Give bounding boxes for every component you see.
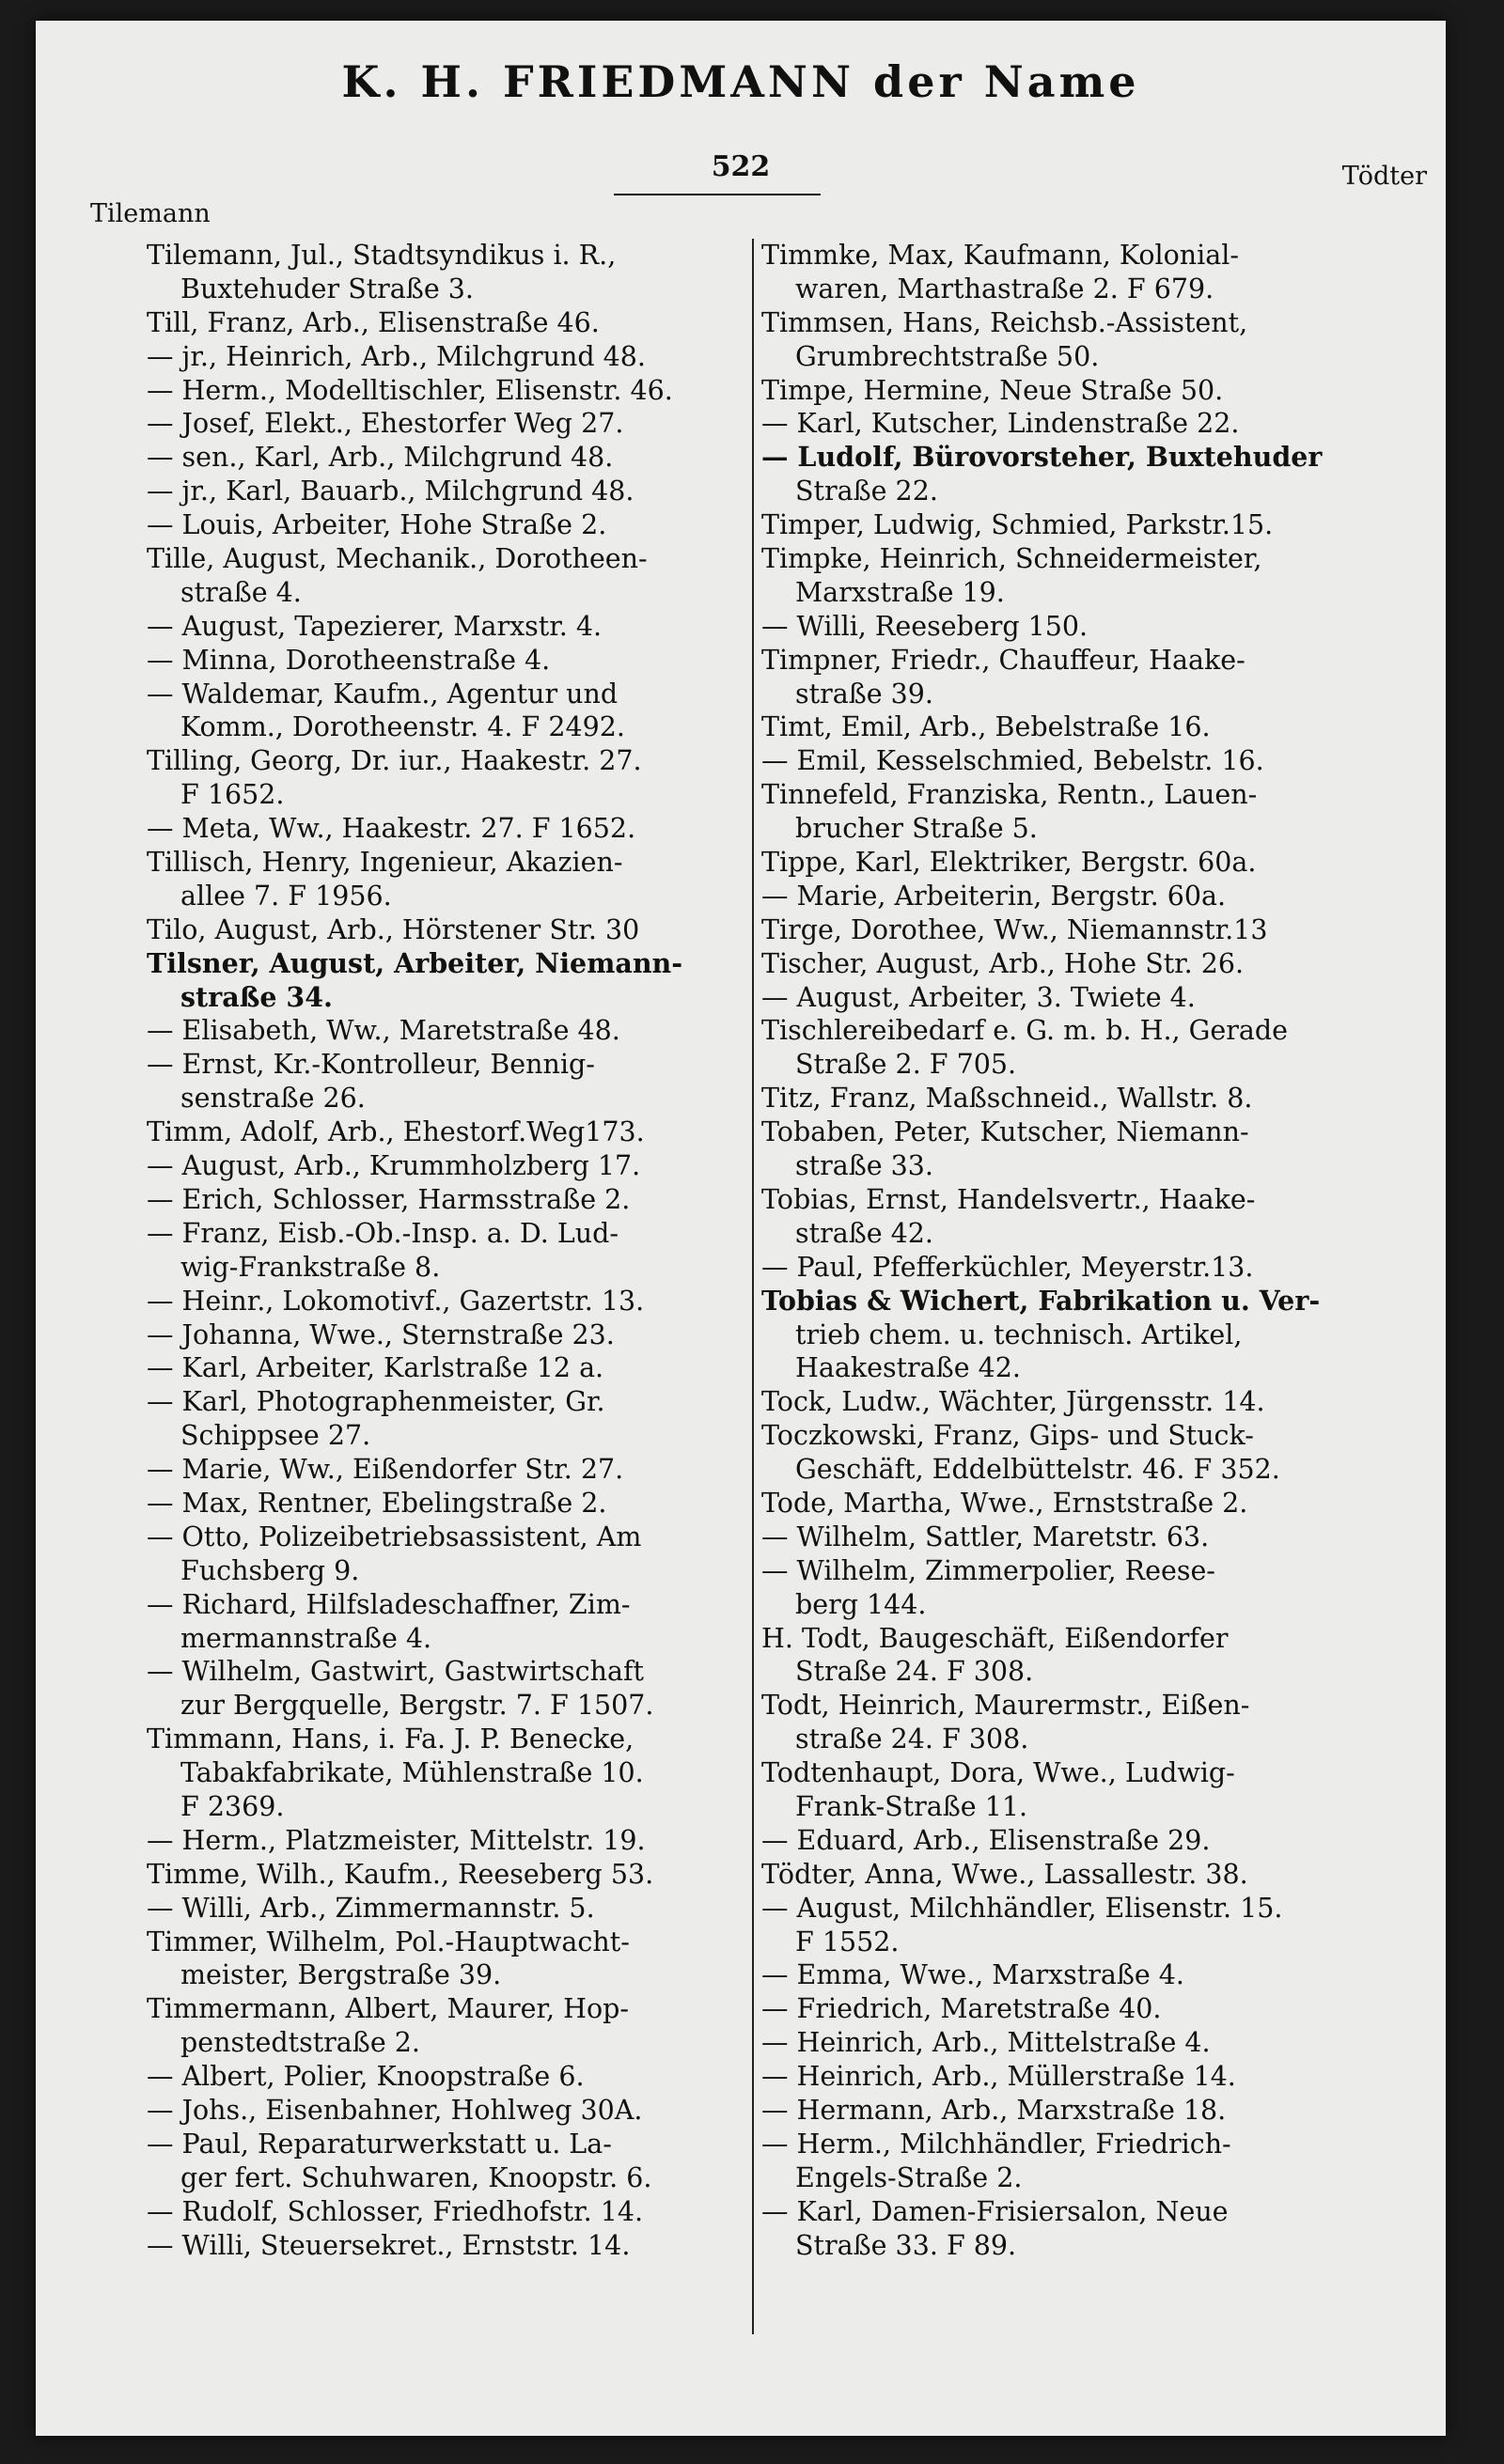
directory-entry-line: — Willi, Arb., Zimmermannstr. 5. [147, 1892, 595, 1924]
directory-entry-line: Titz, Franz, Maßschneid., Wallstr. 8. [761, 1083, 1253, 1115]
directory-entry-line: — Heinrich, Arb., Mittelstraße 4. [761, 2027, 1211, 2059]
directory-entry-line: Timpner, Friedr., Chauffeur, Haake- [761, 644, 1246, 676]
directory-entry-line: — August, Milchhändler, Elisenstr. 15. [761, 1892, 1283, 1924]
directory-page [36, 21, 1446, 2436]
directory-entry-line: Tabakfabrikate, Mühlenstraße 10. [180, 1757, 644, 1789]
directory-entry-line: — Emil, Kesselschmied, Bebelstr. 16. [761, 745, 1264, 777]
header-rule [614, 194, 821, 195]
directory-entry-line: Timpe, Hermine, Neue Straße 50. [761, 374, 1224, 406]
directory-entry-line: — Hermann, Arb., Marxstraße 18. [761, 2094, 1227, 2126]
directory-entry-line: straße 34. [180, 980, 333, 1013]
directory-entry-line: — Waldemar, Kaufm., Agentur und [147, 678, 619, 710]
directory-entry-line: Timmke, Max, Kaufmann, Kolonial- [761, 240, 1239, 271]
directory-entry-line: Marxstraße 19. [795, 576, 1005, 608]
directory-entry-line: meister, Bergstraße 39. [180, 1959, 502, 1991]
directory-entry-line: Timt, Emil, Arb., Bebelstraße 16. [761, 711, 1211, 743]
directory-entry-line: — Friedrich, Maretstraße 40. [761, 1993, 1162, 2025]
directory-entry-line: Straße 22. [795, 476, 938, 507]
directory-entry-line: F 1552. [795, 1926, 900, 1957]
directory-entry-line: senstraße 26. [180, 1083, 366, 1115]
directory-entry-line: Tobaben, Peter, Kutscher, Niemann- [761, 1116, 1249, 1148]
directory-entry-line: Todt, Heinrich, Maurermstr., Eißen- [761, 1690, 1250, 1722]
directory-entry-line: — Marie, Arbeiterin, Bergstr. 60a. [761, 880, 1227, 912]
directory-entry-line: — Paul, Reparaturwerkstatt u. La- [147, 2128, 612, 2160]
directory-entry-line: — sen., Karl, Arb., Milchgrund 48. [147, 442, 614, 474]
directory-entry-line: — Eduard, Arb., Elisenstraße 29. [761, 1824, 1211, 1856]
directory-entry-line: — August, Arbeiter, 3. Twiete 4. [761, 981, 1196, 1013]
directory-entry-line: Tischlereibedarf e. G. m. b. H., Gerade [761, 1015, 1288, 1047]
directory-entry-line: Tock, Ludw., Wächter, Jürgensstr. 14. [761, 1386, 1265, 1418]
directory-entry-line: straße 4. [180, 576, 302, 608]
directory-entry-line: — Rudolf, Schlosser, Friedhofstr. 14. [147, 2195, 644, 2227]
directory-entry-line: Grumbrechtstraße 50. [795, 340, 1100, 372]
directory-entry-line: zur Bergquelle, Bergstr. 7. F 1507. [180, 1690, 654, 1722]
directory-entry-line: Tobias, Ernst, Handelsvertr., Haake- [761, 1183, 1256, 1215]
directory-entry-line: Timper, Ludwig, Schmied, Parkstr.15. [761, 509, 1274, 541]
directory-entry-line: Timmann, Hans, i. Fa. J. P. Benecke, [147, 1723, 634, 1755]
directory-entry-line: Geschäft, Eddelbüttelstr. 46. F 352. [795, 1454, 1280, 1486]
directory-entry-line: Straße 24. F 308. [795, 1656, 1034, 1688]
running-header [36, 150, 1446, 228]
directory-entry-line: Timme, Wilh., Kaufm., Reeseberg 53. [147, 1858, 654, 1890]
directory-entry-line: Straße 33. F 89. [795, 2229, 1017, 2261]
directory-entry-line: Toczkowski, Franz, Gips- und Stuck- [761, 1420, 1254, 1452]
directory-entry-line: — Heinr., Lokomotivf., Gazertstr. 13. [147, 1285, 645, 1317]
directory-entry-line: straße 42. [795, 1217, 933, 1249]
directory-entry-line: Frank-Straße 11. [795, 1790, 1028, 1822]
directory-entry-line: — Herm., Modelltischler, Elisenstr. 46. [147, 374, 673, 406]
directory-entry-line: — Emma, Wwe., Marxstraße 4. [761, 1959, 1184, 1991]
directory-entry-line: Todtenhaupt, Dora, Wwe., Ludwig- [761, 1757, 1235, 1789]
directory-entry-line: Tilsner, August, Arbeiter, Niemann- [147, 946, 683, 979]
directory-entry-line: — Richard, Hilfsladeschaffner, Zim- [147, 1588, 631, 1620]
directory-entry-line: Timm, Adolf, Arb., Ehestorf.Weg173. [147, 1116, 645, 1148]
directory-entry-line: — Paul, Pfefferküchler, Meyerstr.13. [761, 1251, 1254, 1283]
directory-entry-line: — Willi, Reeseberg 150. [761, 610, 1089, 642]
directory-entry-line: — August, Tapezierer, Marxstr. 4. [147, 610, 603, 642]
directory-entry-line: straße 39. [795, 678, 933, 710]
directory-entry-line: — August, Arb., Krummholzberg 17. [147, 1150, 641, 1182]
directory-entry-line: Timpke, Heinrich, Schneidermeister, [761, 543, 1262, 575]
directory-entry-line: Tirge, Dorothee, Ww., Niemannstr.13 [761, 913, 1268, 945]
directory-entry-line: Tillisch, Henry, Ingenieur, Akazien- [147, 847, 623, 879]
directory-entry-line: wig-Frankstraße 8. [180, 1251, 441, 1283]
directory-entry-line: — Albert, Polier, Knoopstraße 6. [147, 2061, 585, 2093]
directory-entry-line: Till, Franz, Arb., Elisenstraße 46. [147, 306, 600, 338]
directory-entry-line: Straße 2. F 705. [795, 1049, 1017, 1081]
directory-entry-line: — jr., Karl, Bauarb., Milchgrund 48. [147, 476, 634, 507]
directory-entry-line: — Elisabeth, Ww., Maretstraße 48. [147, 1015, 620, 1047]
directory-entry-line: Tode, Martha, Wwe., Ernststraße 2. [761, 1487, 1248, 1519]
directory-entry-line: — Herm., Platzmeister, Mittelstr. 19. [147, 1824, 646, 1856]
left-column [147, 239, 748, 2262]
directory-entry-line: — Karl, Arbeiter, Karlstraße 12 a. [147, 1352, 604, 1384]
directory-entry-line: — Marie, Ww., Eißendorfer Str. 27. [147, 1454, 624, 1486]
directory-entry-line: — Willi, Steuersekret., Ernststr. 14. [147, 2229, 631, 2261]
directory-entry-line: Tödter, Anna, Wwe., Lassallestr. 38. [761, 1858, 1248, 1890]
directory-entry-line: — Karl, Damen-Frisiersalon, Neue [761, 2195, 1229, 2227]
page-banner: K. H. FRIEDMANN der Name [341, 56, 1140, 107]
directory-entry-line: Tilemann, Jul., Stadtsyndikus i. R., [147, 240, 617, 271]
directory-entry-line: — Herm., Milchhändler, Friedrich- [761, 2128, 1231, 2160]
directory-entry-line: penstedtstraße 2. [180, 2027, 420, 2059]
directory-entry-line: trieb chem. u. technisch. Artikel, [795, 1318, 1243, 1350]
directory-entry-line: — Josef, Elekt., Ehestorfer Weg 27. [147, 408, 624, 440]
directory-entry-line: — Franz, Eisb.-Ob.-Insp. a. D. Lud- [147, 1217, 619, 1249]
directory-entry-line: — Wilhelm, Sattler, Maretstr. 63. [761, 1521, 1210, 1552]
directory-entry-line: ger fert. Schuhwaren, Knoopstr. 6. [180, 2161, 652, 2193]
catchword-left: Tilemann [90, 199, 211, 228]
directory-entry-line: allee 7. F 1956. [180, 880, 392, 912]
directory-entry-line: — Minna, Dorotheenstraße 4. [147, 644, 551, 676]
catchword-right: Tödter [1341, 162, 1427, 191]
directory-entry-line: F 1652. [180, 779, 285, 811]
directory-entry-line: Tinnefeld, Franziska, Rentn., Lauen- [761, 779, 1258, 811]
directory-entry-line: Timmermann, Albert, Maurer, Hop- [147, 1993, 630, 2025]
directory-entry-line: straße 24. F 308. [795, 1723, 1029, 1755]
directory-entry-line: — Heinrich, Arb., Müllerstraße 14. [761, 2061, 1236, 2093]
directory-entry-line: — Max, Rentner, Ebelingstraße 2. [147, 1487, 607, 1519]
directory-entry-line: — Ernst, Kr.-Kontrolleur, Bennig- [147, 1049, 595, 1081]
page-number: 522 [711, 150, 771, 183]
directory-entry-line: Timmsen, Hans, Reichsb.-Assistent, [761, 306, 1248, 338]
directory-entry-line: Schippsee 27. [180, 1420, 371, 1452]
directory-entry-line: — Meta, Ww., Haakestr. 27. F 1652. [147, 813, 636, 845]
directory-entry-line: Tilling, Georg, Dr. iur., Haakestr. 27. [147, 745, 642, 777]
directory-entry-line: straße 33. [795, 1150, 933, 1182]
right-column [761, 239, 1429, 2262]
directory-entry-line: — Wilhelm, Gastwirt, Gastwirtschaft [147, 1656, 644, 1688]
directory-entry-line: berg 144. [795, 1588, 927, 1620]
directory-entry-line: Komm., Dorotheenstr. 4. F 2492. [180, 711, 625, 743]
column-divider [752, 239, 754, 2334]
directory-entry-line: — Louis, Arbeiter, Hohe Straße 2. [147, 509, 607, 541]
directory-entry-line: Tobias & Wichert, Fabrikation u. Ver- [761, 1284, 1321, 1317]
directory-entry-line: mermannstraße 4. [180, 1622, 432, 1654]
directory-entry-line: F 2369. [180, 1790, 285, 1822]
directory-entry-line: — Karl, Photographenmeister, Gr. [147, 1386, 605, 1418]
directory-entry-line: Tille, August, Mechanik., Dorotheen- [147, 543, 648, 575]
directory-entry-line: Tilo, August, Arb., Hörstener Str. 30 [147, 913, 640, 945]
directory-entry-line: Engels-Straße 2. [795, 2161, 1023, 2193]
directory-entry-line: — Ludolf, Bürovorsteher, Buxtehuder [761, 441, 1323, 474]
directory-entry-line: — Otto, Polizeibetriebsassistent, Am [147, 1521, 642, 1552]
directory-entry-line: — Erich, Schlosser, Harmsstraße 2. [147, 1183, 631, 1215]
directory-entry-line: Buxtehuder Straße 3. [180, 273, 474, 304]
directory-entry-line: Fuchsberg 9. [180, 1554, 360, 1586]
directory-entry-line: — Johs., Eisenbahner, Hohlweg 30A. [147, 2094, 643, 2126]
directory-entry-line: waren, Marthastraße 2. F 679. [795, 273, 1214, 304]
directory-entry-line: Timmer, Wilhelm, Pol.-Hauptwacht- [147, 1926, 630, 1957]
directory-entry-line: — Wilhelm, Zimmerpolier, Reese- [761, 1554, 1215, 1586]
directory-entry-line: H. Todt, Baugeschäft, Eißendorfer [761, 1622, 1229, 1654]
directory-entry-line: — jr., Heinrich, Arb., Milchgrund 48. [147, 340, 646, 372]
directory-entry-line: Tippe, Karl, Elektriker, Bergstr. 60a. [761, 847, 1257, 879]
directory-entry-line: brucher Straße 5. [795, 813, 1038, 845]
directory-entry-line: Haakestraße 42. [795, 1352, 1021, 1384]
directory-entry-line: — Karl, Kutscher, Lindenstraße 22. [761, 408, 1240, 440]
directory-entry-line: Tischer, August, Arb., Hohe Str. 26. [761, 947, 1245, 979]
directory-entry-line: — Johanna, Wwe., Sternstraße 23. [147, 1318, 615, 1350]
